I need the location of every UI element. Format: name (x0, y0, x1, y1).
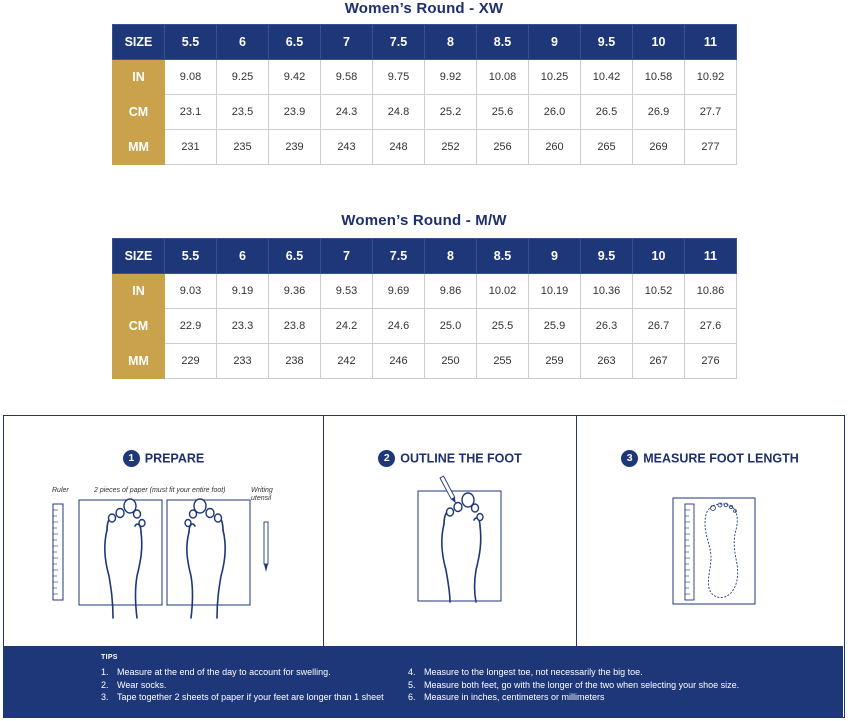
step-number-badge: 1 (123, 450, 140, 467)
size-header-label: SIZE (113, 25, 165, 60)
table-cell: 24.2 (321, 309, 373, 344)
tips-title: TIPS (101, 654, 118, 661)
size-column-header: 6 (217, 25, 269, 60)
table-cell: 9.53 (321, 274, 373, 309)
size-column-header: 6.5 (269, 25, 321, 60)
size-column-header: 6 (217, 239, 269, 274)
step-label: MEASURE FOOT LENGTH (643, 451, 799, 466)
chart-title-xw: Women’s Round - XW (344, 0, 504, 17)
tips-section (4, 646, 843, 717)
table-cell: 238 (269, 344, 321, 379)
step-heading (324, 450, 576, 467)
ruler-icon (53, 504, 63, 600)
table-cell: 10.19 (529, 274, 581, 309)
table-cell: 23.1 (165, 95, 217, 130)
table-row (113, 274, 737, 309)
size-column-header: 5.5 (165, 239, 217, 274)
table-cell: 10.36 (581, 274, 633, 309)
table-cell: 23.8 (269, 309, 321, 344)
tip-item: 1. Measure at the end of the day to account for swelling. (101, 667, 331, 677)
tip-item: 4. Measure to the longest toe, not necessarily the big toe. (408, 667, 643, 677)
table-cell: 23.5 (217, 95, 269, 130)
feet-on-paper-icon (49, 496, 279, 626)
utensil-caption: Writing utensil (251, 487, 273, 502)
size-column-header: 8 (425, 239, 477, 274)
table-row (113, 309, 737, 344)
tip-item: 6. Measure in inches, centimeters or millimeters (408, 692, 605, 702)
table-cell: 235 (217, 130, 269, 165)
table-cell: 23.3 (217, 309, 269, 344)
table-cell: 9.69 (373, 274, 425, 309)
row-unit-label: IN (113, 60, 165, 95)
size-column-header: 7 (321, 25, 373, 60)
table-cell: 255 (477, 344, 529, 379)
step-label: OUTLINE THE FOOT (400, 451, 522, 466)
table-cell: 25.6 (477, 95, 529, 130)
size-column-header: 9.5 (581, 239, 633, 274)
row-unit-label: CM (113, 309, 165, 344)
step-heading (577, 450, 843, 467)
table-cell: 10.92 (685, 60, 737, 95)
table-cell: 9.08 (165, 60, 217, 95)
tip-item: 3. Tape together 2 sheets of paper if your feet are longer than 1 sheet (101, 692, 384, 702)
step-outline-foot (324, 416, 577, 646)
table-cell: 9.36 (269, 274, 321, 309)
tip-item: 2. Wear socks. (101, 679, 167, 690)
chart-title-mw: Women’s Round - M/W (341, 212, 507, 229)
table-row (113, 344, 737, 379)
pencil-icon (264, 522, 268, 572)
table-cell: 25.9 (529, 309, 581, 344)
table-cell: 231 (165, 130, 217, 165)
table-cell: 263 (581, 344, 633, 379)
step-heading (4, 450, 323, 467)
table-cell: 276 (685, 344, 737, 379)
table-cell: 10.42 (581, 60, 633, 95)
step-number-badge: 3 (621, 450, 638, 467)
row-unit-label: CM (113, 95, 165, 130)
size-table-mw (112, 238, 737, 379)
size-column-header: 5.5 (165, 25, 217, 60)
size-column-header: 7.5 (373, 239, 425, 274)
table-cell: 246 (373, 344, 425, 379)
table-cell: 27.6 (685, 309, 737, 344)
table-cell: 9.58 (321, 60, 373, 95)
table-cell: 239 (269, 130, 321, 165)
table-cell: 25.5 (477, 309, 529, 344)
step-prepare (4, 416, 324, 646)
table-cell: 259 (529, 344, 581, 379)
size-column-header: 7.5 (373, 25, 425, 60)
step-measure-foot-length (577, 416, 843, 646)
table-cell: 277 (685, 130, 737, 165)
row-unit-label: MM (113, 130, 165, 165)
table-cell: 260 (529, 130, 581, 165)
table-cell: 27.7 (685, 95, 737, 130)
table-cell: 267 (633, 344, 685, 379)
table-cell: 9.19 (217, 274, 269, 309)
table-cell: 26.0 (529, 95, 581, 130)
table-cell: 10.08 (477, 60, 529, 95)
size-column-header: 8.5 (477, 239, 529, 274)
size-column-header: 11 (685, 239, 737, 274)
size-column-header: 9 (529, 25, 581, 60)
table-cell: 10.58 (633, 60, 685, 95)
outline-foot-icon (412, 474, 512, 604)
table-cell: 25.2 (425, 95, 477, 130)
table-cell: 252 (425, 130, 477, 165)
step-label: PREPARE (144, 451, 205, 466)
table-cell: 269 (633, 130, 685, 165)
table-cell: 9.75 (373, 60, 425, 95)
measuring-instructions-panel (3, 415, 845, 718)
table-cell: 250 (425, 344, 477, 379)
size-column-header: 9 (529, 239, 581, 274)
tips-list-left (101, 666, 384, 704)
table-cell: 229 (165, 344, 217, 379)
table-row (113, 130, 737, 165)
table-cell: 10.02 (477, 274, 529, 309)
table-cell: 9.03 (165, 274, 217, 309)
table-row (113, 95, 737, 130)
table-row (113, 60, 737, 95)
table-cell: 9.86 (425, 274, 477, 309)
table-cell: 248 (373, 130, 425, 165)
table-cell: 26.9 (633, 95, 685, 130)
size-table-xw (112, 24, 737, 165)
measure-foot-icon (669, 496, 759, 608)
size-column-header: 8 (425, 25, 477, 60)
table-cell: 24.3 (321, 95, 373, 130)
table-cell: 265 (581, 130, 633, 165)
table-cell: 10.25 (529, 60, 581, 95)
table-cell: 10.86 (685, 274, 737, 309)
table-cell: 24.6 (373, 309, 425, 344)
size-column-header: 6.5 (269, 239, 321, 274)
table-cell: 23.9 (269, 95, 321, 130)
table-cell: 24.8 (373, 95, 425, 130)
header-row (113, 239, 737, 274)
tips-list-right (408, 666, 739, 704)
ruler-icon (685, 504, 694, 600)
size-header-label: SIZE (113, 239, 165, 274)
step-number-badge: 2 (378, 450, 395, 467)
table-cell: 25.0 (425, 309, 477, 344)
table-cell: 9.25 (217, 60, 269, 95)
ruler-caption: Ruler (52, 487, 69, 494)
tip-item: 5. Measure both feet, go with the longer of the two when selecting your shoe size. (408, 679, 740, 690)
table-cell: 243 (321, 130, 373, 165)
table-cell: 22.9 (165, 309, 217, 344)
size-column-header: 11 (685, 25, 737, 60)
table-cell: 26.7 (633, 309, 685, 344)
paper-caption: 2 pieces of paper (must fit your entire foot) (94, 487, 226, 494)
table-cell: 9.42 (269, 60, 321, 95)
table-cell: 26.5 (581, 95, 633, 130)
table-cell: 233 (217, 344, 269, 379)
table-cell: 10.52 (633, 274, 685, 309)
table-cell: 256 (477, 130, 529, 165)
size-column-header: 7 (321, 239, 373, 274)
table-cell: 26.3 (581, 309, 633, 344)
table-cell: 9.92 (425, 60, 477, 95)
size-column-header: 8.5 (477, 25, 529, 60)
row-unit-label: IN (113, 274, 165, 309)
header-row (113, 25, 737, 60)
size-column-header: 10 (633, 25, 685, 60)
row-unit-label: MM (113, 344, 165, 379)
size-column-header: 10 (633, 239, 685, 274)
table-cell: 242 (321, 344, 373, 379)
size-column-header: 9.5 (581, 25, 633, 60)
